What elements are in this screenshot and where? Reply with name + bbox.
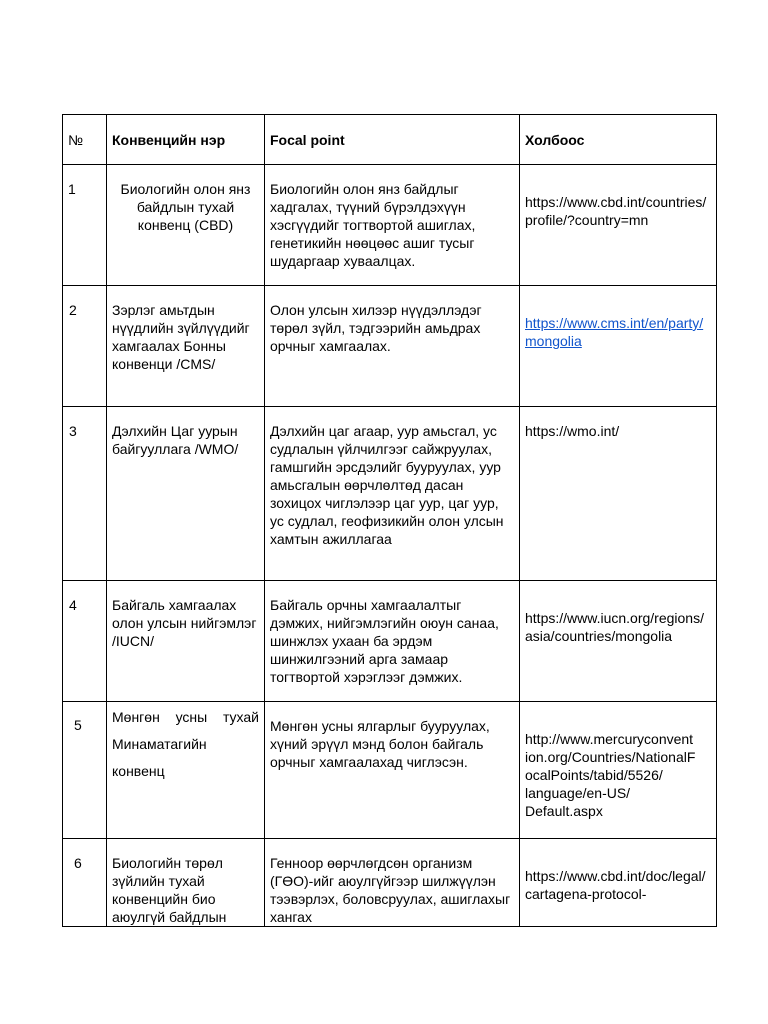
- row-name-cell: [107, 839, 265, 927]
- row-link-cell: [520, 286, 717, 407]
- convention-link-line[interactable]: ion.org/Countries/NationalF: [525, 749, 696, 765]
- row-focal-cell: [265, 286, 520, 407]
- row-focal-cell: [265, 839, 520, 927]
- header-number: №: [68, 131, 84, 148]
- table-header-row: [63, 115, 717, 165]
- convention-link[interactable]: [520, 702, 716, 820]
- header-link-cell: [520, 115, 717, 165]
- convention-link-line[interactable]: ocalPoints/tabid/5526/: [525, 767, 663, 783]
- header-link: Холбоос: [525, 131, 585, 148]
- convention-link-line[interactable]: language/en-US/: [525, 785, 631, 801]
- convention-name: Дэлхийн Цаг уурын байгууллага /WMO/: [112, 423, 239, 457]
- convention-link[interactable]: https://www.cbd.int/countries/profile/?country=mn: [525, 194, 707, 228]
- row-link-cell: [520, 407, 717, 581]
- focal-point-text: Биологийн олон янз байдлыг хадгалах, түүний бүрэлдэхүүн хэсгүүдийг тогтвортой ашиглах, генетикийн нөөцөөс ашиг тусыг шударгаар хуваалцах.: [270, 181, 476, 269]
- table-row: [63, 165, 717, 286]
- row-link-cell: [520, 702, 717, 839]
- header-focal-cell: [265, 115, 520, 165]
- row-number-cell: [63, 581, 107, 702]
- focal-point-text: Олон улсын хилээр нүүдэллэдэг төрөл зүйл, тэдгээрийн амьдрах орчныг хамгаалах.: [270, 302, 482, 354]
- row-focal-cell: [265, 581, 520, 702]
- header-number-cell: [63, 115, 107, 165]
- convention-name: [107, 702, 264, 785]
- table-row: [63, 407, 717, 581]
- convention-link[interactable]: https://www.iucn.org/regions/asia/countries/mongolia: [525, 610, 704, 644]
- convention-name: Биологийн олон янз байдлын тухай конвенц (CBD): [120, 181, 251, 233]
- convention-link[interactable]: https://www.cbd.int/doc/legal/cartagena-protocol-: [525, 868, 706, 902]
- row-number: 4: [69, 597, 77, 613]
- row-number-cell: [63, 165, 107, 286]
- row-number: 5: [74, 717, 82, 733]
- table-row: [63, 702, 717, 839]
- focal-point-text: Байгаль орчны хамгаалалтыг дэмжих, нийгэмлэгийн оюун санаа, шинжлэх ухаан ба эрдэм шинжилгээний арга замаар тогтвортой хэрэглээг дэмжих.: [270, 597, 499, 685]
- row-number-cell: [63, 286, 107, 407]
- table-row: [63, 286, 717, 407]
- conventions-table: [62, 114, 717, 927]
- convention-name-line: Минаматагийн: [112, 736, 207, 752]
- row-number: 2: [69, 302, 77, 318]
- row-name-cell: [107, 581, 265, 702]
- row-focal-cell: [265, 702, 520, 839]
- row-link-cell: [520, 165, 717, 286]
- row-link-cell: [520, 581, 717, 702]
- row-number: 3: [69, 423, 77, 439]
- convention-name: Биологийн төрөл зүйлийн тухай конвенцийн био аюулгүй байдлын: [112, 855, 227, 925]
- convention-link[interactable]: https://wmo.int/: [525, 423, 620, 439]
- convention-name-line: конвенц: [112, 763, 165, 779]
- header-convention-name: Конвенцийн нэр: [112, 131, 226, 148]
- convention-link-line[interactable]: Default.aspx: [525, 803, 603, 819]
- row-name-cell: [107, 286, 265, 407]
- table-row: [63, 839, 717, 927]
- row-name-cell: [107, 165, 265, 286]
- convention-link-line[interactable]: http://www.mercuryconvent: [525, 731, 694, 747]
- row-number: 1: [68, 181, 76, 197]
- row-number-cell: [63, 702, 107, 839]
- row-number-cell: [63, 839, 107, 927]
- convention-link[interactable]: https://www.cms.int/en/party/mongolia: [525, 315, 704, 349]
- row-name-cell: [107, 702, 265, 839]
- row-name-cell: [107, 407, 265, 581]
- row-focal-cell: [265, 407, 520, 581]
- row-focal-cell: [265, 165, 520, 286]
- row-number-cell: [63, 407, 107, 581]
- convention-name: Зэрлэг амьтдын нүүдлийн зүйлүүдийг хамгаалах Бонны конвенци /CMS/: [112, 302, 250, 372]
- convention-name: Байгаль хамгаалах олон улсын нийгэмлэг /IUCN/: [112, 597, 257, 649]
- row-number: 6: [74, 855, 82, 871]
- header-name-cell: [107, 115, 265, 165]
- focal-point-text: Дэлхийн цаг агаар, уур амьсгал, ус судлалын үйлчилгээг сайжруулах, гамшгийн эрсдэлийг бууруулах, уур амьсгалын өөрчлөлтөд дасан зохицох чиглэлээр цаг уур, цаг уур, ус судлал, геофизикийн олон улсын хамтын ажиллагаа: [270, 423, 504, 547]
- row-link-cell: [520, 839, 717, 927]
- focal-point-text: Мөнгөн усны ялгарлыг бууруулах, хүний эрүүл мэнд болон байгаль орчныг хамгаалахад чиглэсэн.: [270, 718, 490, 770]
- focal-point-text: Генноор өөрчлөгдсөн организм (ГӨО)-ийг аюулгүйгээр шилжүүлэн тээвэрлэх, боловсруулах, ашиглахыг хангах: [270, 855, 511, 925]
- convention-name-line: Мөнгөн усны тухай: [112, 709, 259, 725]
- header-focal-point: Focal point: [270, 131, 345, 148]
- table-row: [63, 581, 717, 702]
